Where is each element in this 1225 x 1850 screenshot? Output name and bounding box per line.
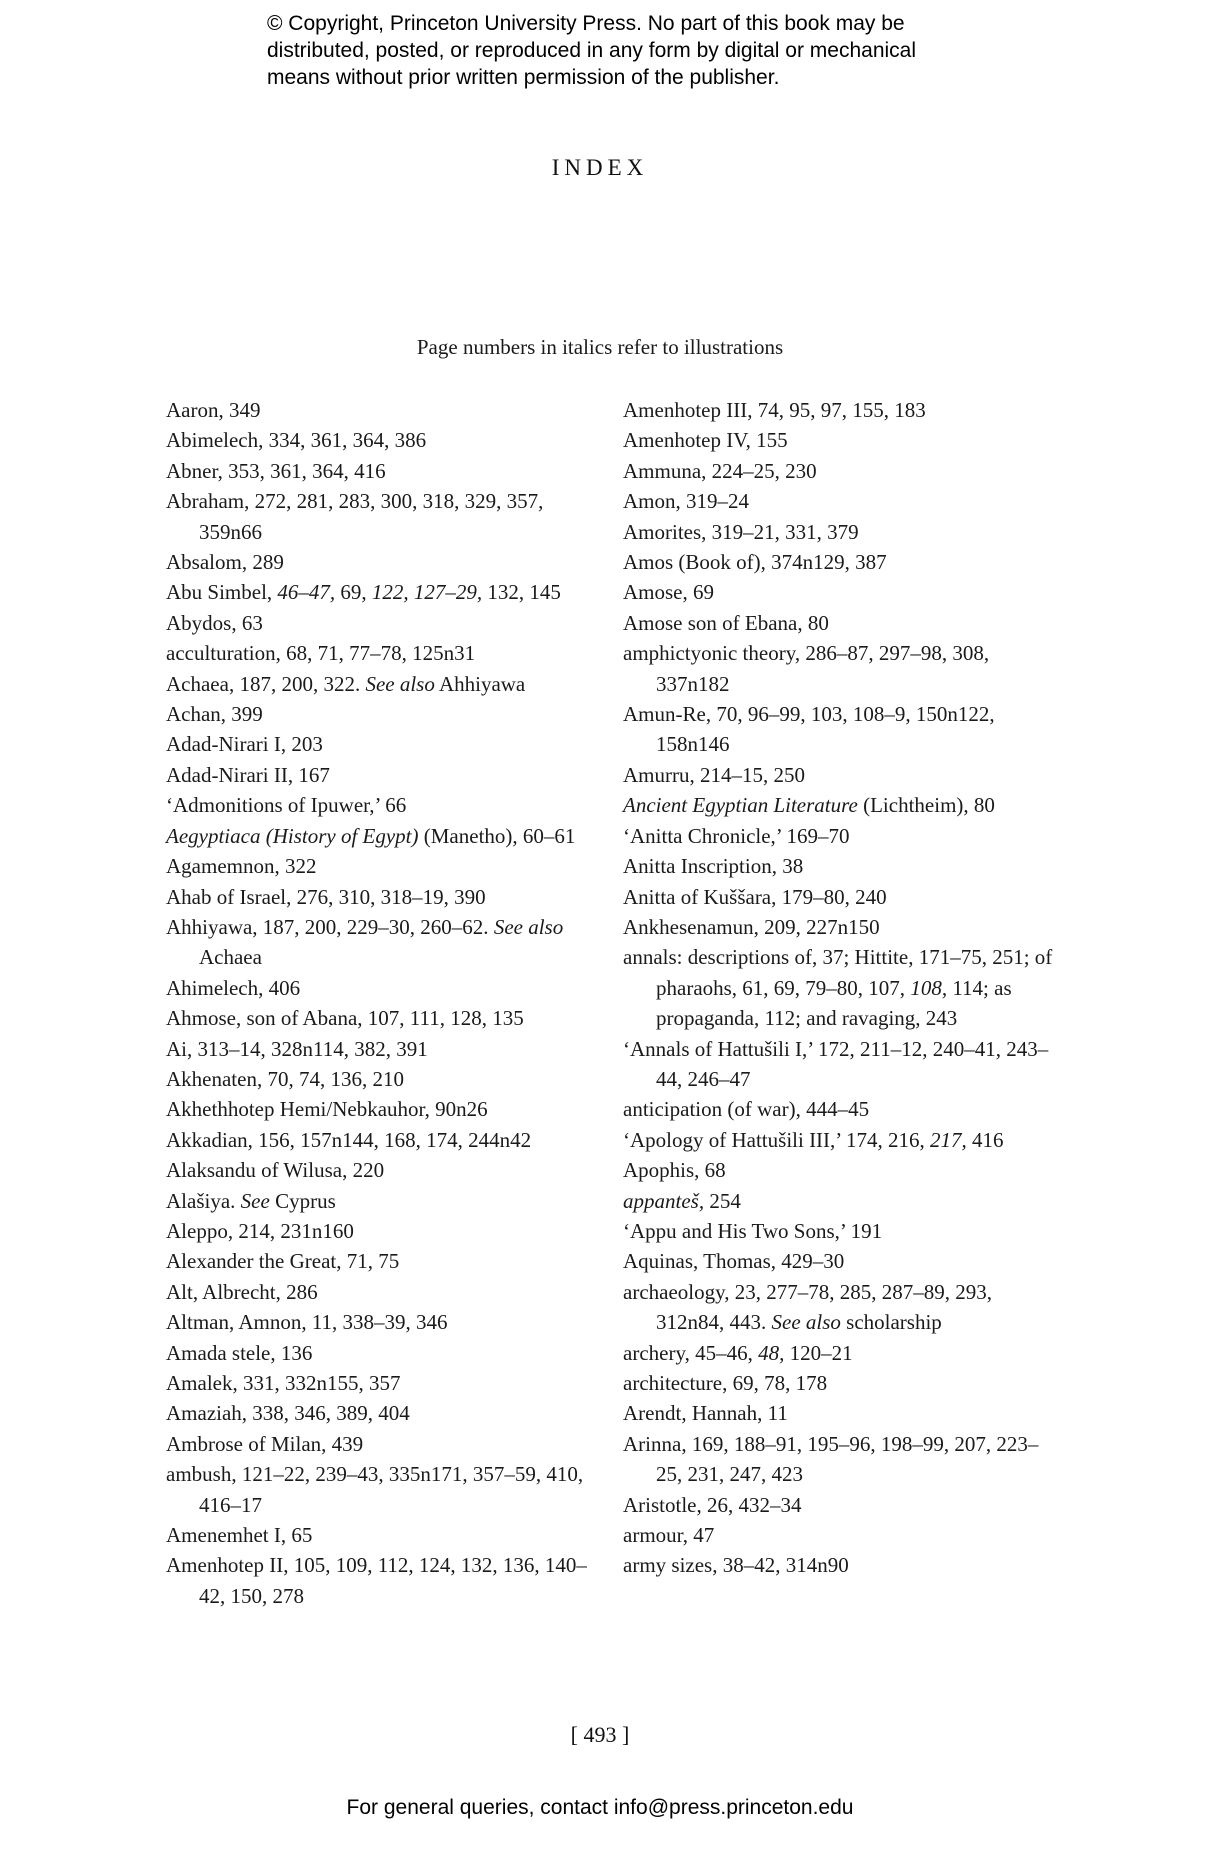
index-entry-text: army sizes, 38–42, 314n90 <box>623 1553 849 1578</box>
index-entry-text: scholarship <box>840 1310 942 1335</box>
index-entry-text: Achaea <box>199 945 262 970</box>
index-entry-text: Amaziah, 338, 346, 389, 404 <box>166 1401 410 1426</box>
index-entry-text: Ai, 313–14, 328n114, 382, 391 <box>166 1036 428 1061</box>
index-entry <box>166 1034 606 1064</box>
index-entry <box>166 882 606 912</box>
index-entry-text: Achaea, 187, 200, 322. <box>166 671 366 696</box>
index-entry-text: Ammuna, 224–25, 230 <box>623 458 817 483</box>
index-column-right <box>623 395 1053 1581</box>
index-entry <box>623 851 1053 881</box>
index-entry <box>166 1520 606 1550</box>
index-entry <box>623 456 1053 486</box>
index-entry-text: Anitta Inscription, 38 <box>623 854 804 879</box>
contact-footer: For general queries, contact info@press.princeton.edu <box>346 1796 854 1819</box>
index-entry-text: anticipation (of war), 444–45 <box>623 1097 870 1122</box>
index-entry <box>623 1338 1053 1368</box>
index-entry <box>166 1459 606 1520</box>
index-entry-text: Amenhotep II, 105, 109, 112, 124, 132, 136, 140–42, 150, 278 <box>166 1553 587 1608</box>
index-entry <box>623 1277 1053 1338</box>
index-entry-text: Aquinas, Thomas, 429–30 <box>623 1249 845 1274</box>
index-entry <box>623 547 1053 577</box>
index-entry <box>166 973 606 1003</box>
index-entry <box>623 1490 1053 1520</box>
index-entry-text: Aristotle, 26, 432–34 <box>623 1492 802 1517</box>
index-entry <box>166 851 606 881</box>
index-entry-text: 120–21 <box>784 1340 853 1365</box>
index-entry-text: Alaksandu of Wilusa, 220 <box>166 1158 385 1183</box>
index-entry <box>166 699 606 729</box>
copyright-line: distributed, posted, or reproduced in any form by digital or mechanical <box>267 39 917 62</box>
index-entry <box>166 1429 606 1459</box>
index-entry-text: ‘Anitta Chronicle,’ 169–70 <box>623 823 850 848</box>
index-entry <box>166 1338 606 1368</box>
index-entry <box>166 486 606 547</box>
index-entry <box>623 1429 1053 1490</box>
index-entry-text: Amenhotep III, 74, 95, 97, 155, 183 <box>623 398 926 422</box>
index-entry <box>623 760 1053 790</box>
index-entry <box>623 912 1053 942</box>
index-entry-italic: See also <box>365 671 435 696</box>
index-entry-text: Abraham, 272, 281, 283, 300, 318, 329, 357, 359n66 <box>166 489 544 544</box>
index-entry-text: Ahimelech, 406 <box>166 975 301 1000</box>
index-entry-text: Agamemnon, 322 <box>166 854 317 879</box>
index-entry <box>623 638 1053 699</box>
index-entry <box>623 1368 1053 1398</box>
index-entry-text: Abu Simbel, <box>166 580 278 605</box>
index-entry-italic: See also <box>771 1310 841 1335</box>
index-entry <box>623 699 1053 760</box>
index-entry <box>166 1155 606 1185</box>
index-entry-text: Anitta of Kuššara, 179–80, 240 <box>623 884 887 909</box>
index-entry-text: 69, <box>335 580 372 605</box>
index-entry <box>623 1186 1053 1216</box>
index-entry <box>166 1064 606 1094</box>
index-entry-italic: 48, <box>758 1340 785 1365</box>
index-entry <box>623 882 1053 912</box>
index-entry-text: amphictyonic theory, 286–87, 297–98, 308, 337n182 <box>623 641 990 696</box>
index-entry <box>166 1125 606 1155</box>
index-entry-italic: 217, <box>929 1127 967 1152</box>
index-entry <box>623 790 1053 820</box>
index-entry <box>166 1307 606 1337</box>
index-entry <box>166 760 606 790</box>
index-entry <box>623 1216 1053 1246</box>
index-entry-italic: Aegyptiaca (History of Egypt) <box>166 823 419 848</box>
index-entry-italic: 122, 127–29, <box>371 580 483 605</box>
index-entry-text: archery, 45–46, <box>623 1340 759 1365</box>
index-entry-text: ‘Admonitions of Ipuwer,’ 66 <box>166 793 407 818</box>
index-entry <box>623 1125 1053 1155</box>
copyright-line: means without prior written permission of the publisher. <box>267 66 780 89</box>
index-entry-text: Amenhotep IV, 155 <box>623 428 788 453</box>
index-entry-text: 254 <box>704 1188 741 1213</box>
index-entry-text: Ahmose, son of Abana, 107, 111, 128, 135 <box>166 1006 524 1031</box>
index-entry <box>623 425 1053 455</box>
index-entry-italic: See also <box>493 914 564 939</box>
index-entry <box>623 395 1053 425</box>
index-entry <box>166 1246 606 1276</box>
index-entry <box>166 608 606 638</box>
index-entry <box>166 425 606 455</box>
index-entry-text: Amenemhet I, 65 <box>166 1523 313 1548</box>
index-entry-text: Achan, 399 <box>166 702 263 727</box>
index-entry-text: Amurru, 214–15, 250 <box>623 762 805 787</box>
index-entry <box>623 1094 1053 1124</box>
index-entry-text: Ambrose of Milan, 439 <box>166 1431 364 1456</box>
index-entry <box>166 1003 606 1033</box>
index-entry <box>623 486 1053 516</box>
page-number: [ 493 ] <box>570 1722 630 1747</box>
index-entry-text: Aaron, 349 <box>166 398 261 422</box>
index-entry-text: Arinna, 169, 188–91, 195–96, 198–99, 207, 223–25, 231, 247, 423 <box>623 1431 1039 1487</box>
index-entry-text: Amada stele, 136 <box>166 1340 313 1365</box>
index-entry-text: Akkadian, 156, 157n144, 168, 174, 244n42 <box>166 1127 532 1152</box>
index-entry-text: (Lichtheim), 80 <box>857 793 995 818</box>
index-entry <box>166 912 606 973</box>
index-entry-text: Alašiya. <box>166 1188 241 1213</box>
index-entry <box>623 1155 1053 1185</box>
index-entry-italic: 46–47, <box>277 580 336 605</box>
index-entry-text: Adad-Nirari II, 167 <box>166 762 330 787</box>
index-entry <box>623 1246 1053 1276</box>
index-entry-text: Cyprus <box>269 1188 336 1213</box>
index-entry-italic: See <box>240 1188 270 1213</box>
index-entry <box>623 608 1053 638</box>
index-entry-italic: Ancient Egyptian Literature <box>623 793 858 818</box>
index-entry-text: Amon, 319–24 <box>623 489 749 514</box>
index-entry <box>166 1398 606 1428</box>
index-entry <box>623 1034 1053 1095</box>
index-entry-text: armour, 47 <box>623 1523 715 1548</box>
index-entry-text: Alt, Albrecht, 286 <box>166 1279 318 1304</box>
index-entry-text: archaeology, 23, 277–78, 285, 287–89, 293, 312n84, 443. <box>623 1279 992 1335</box>
copyright-notice <box>267 10 1027 91</box>
index-entry-text: Apophis, 68 <box>623 1158 726 1183</box>
index-entry <box>166 547 606 577</box>
index-entry-text: Amorites, 319–21, 331, 379 <box>623 519 859 544</box>
index-entry <box>623 577 1053 607</box>
index-entry-text: Amalek, 331, 332n155, 357 <box>166 1371 401 1395</box>
index-entry-text: Akhethhotep Hemi/Nebkauhor, 90n26 <box>166 1097 488 1122</box>
index-entry <box>166 638 606 668</box>
index-column-left <box>166 395 606 1611</box>
index-entry-text: Altman, Amnon, 11, 338–39, 346 <box>166 1310 448 1335</box>
index-entry-text: ambush, 121–22, 239–43, 335n171, 357–59, 410, 416–17 <box>166 1462 584 1517</box>
index-entry-text: Aleppo, 214, 231n160 <box>166 1218 354 1243</box>
index-entry <box>166 1550 606 1611</box>
index-entry <box>623 821 1053 851</box>
italics-note: Page numbers in italics refer to illustrations <box>416 335 784 359</box>
index-entry-text: Amun-Re, 70, 96–99, 103, 108–9, 150n122, 158n146 <box>623 702 995 757</box>
index-entry-text: 132, 145 <box>482 580 561 605</box>
index-entry <box>166 577 606 607</box>
copyright-line: © Copyright, Princeton University Press. No part of this book may be <box>267 12 905 35</box>
index-entry <box>166 1277 606 1307</box>
index-entry <box>623 1550 1053 1580</box>
index-entry-text: Abner, 353, 361, 364, 416 <box>166 458 386 483</box>
page-title: INDEX <box>551 155 649 180</box>
index-entry-text: Amos (Book of), 374n129, 387 <box>623 550 887 575</box>
index-entry <box>166 395 606 425</box>
index-entry-text: Ahab of Israel, 276, 310, 318–19, 390 <box>166 884 486 909</box>
index-entry <box>623 517 1053 547</box>
index-entry-text: ‘Apology of Hattušili III,’ 174, 216, <box>623 1127 930 1152</box>
index-entry-text: Abimelech, 334, 361, 364, 386 <box>166 428 427 453</box>
index-entry-text: ‘Appu and His Two Sons,’ 191 <box>623 1218 883 1243</box>
index-entry-text: Akhenaten, 70, 74, 136, 210 <box>166 1066 404 1091</box>
index-entry-text: Absalom, 289 <box>166 550 284 575</box>
index-entry-text: 114; as propaganda, 112; and ravaging, 243 <box>656 975 1012 1031</box>
index-entry-italic: appanteš, <box>623 1188 705 1213</box>
index-entry-text: Amose, 69 <box>623 580 714 605</box>
index-entry-text: acculturation, 68, 71, 77–78, 125n31 <box>166 641 476 666</box>
index-entry <box>623 1398 1053 1428</box>
index-entry <box>166 1094 606 1124</box>
index-entry <box>166 1216 606 1246</box>
index-entry <box>623 942 1053 1033</box>
index-entry-text: Adad-Nirari I, 203 <box>166 732 323 757</box>
index-entry-text: Amose son of Ebana, 80 <box>623 610 829 635</box>
index-entry-text: Abydos, 63 <box>166 610 263 635</box>
index-entry-text: (Manetho), 60–61 <box>418 823 576 848</box>
index-entry <box>166 790 606 820</box>
index-entry <box>166 821 606 851</box>
index-entry <box>166 1186 606 1216</box>
index-entry <box>623 1520 1053 1550</box>
index-entry <box>166 669 606 699</box>
index-entry-text: Ankhesenamun, 209, 227n150 <box>623 914 880 939</box>
index-entry <box>166 456 606 486</box>
index-entry-text: ‘Annals of Hattušili I,’ 172, 211–12, 240–41, 243–44, 246–47 <box>623 1036 1049 1091</box>
index-entry <box>166 1368 606 1398</box>
index-entry-text: 416 <box>966 1127 1004 1152</box>
index-entry-text: Ahhiyawa, 187, 200, 229–30, 260–62. <box>166 914 494 939</box>
index-entry <box>166 729 606 759</box>
index-entry-text: architecture, 69, 78, 178 <box>623 1371 828 1395</box>
index-entry-text: Alexander the Great, 71, 75 <box>166 1249 400 1274</box>
index-entry-text: Arendt, Hannah, 11 <box>623 1401 788 1426</box>
index-entry-text: Ahhiyawa <box>434 671 526 696</box>
index-entry-text: annals: descriptions of, 37; Hittite, 171–75, 251; of pharaohs, 61, 69, 79–80, 107, <box>623 945 1053 1000</box>
index-entry-italic: 108, <box>910 975 948 1000</box>
